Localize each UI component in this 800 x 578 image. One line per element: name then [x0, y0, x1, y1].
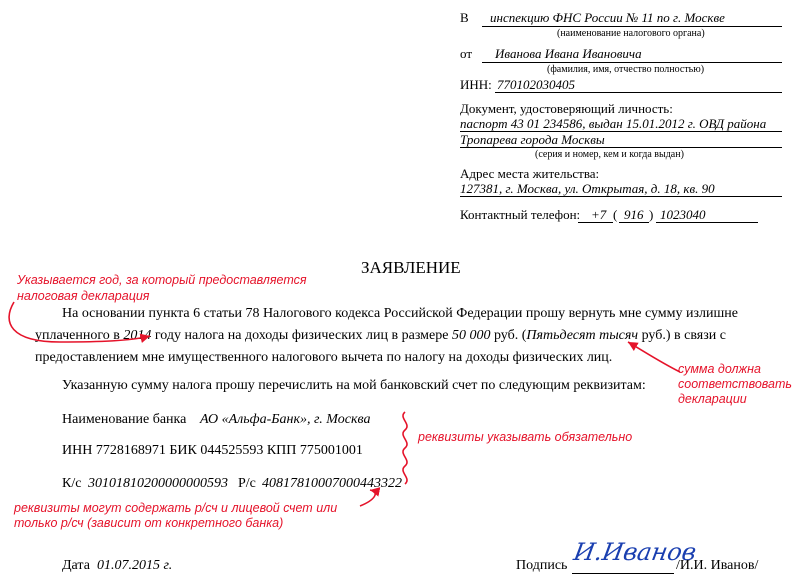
- signer-name: /И.И. Иванов/: [676, 558, 759, 573]
- sum-arrow: [628, 342, 680, 372]
- from-value: Иванова Ивана Ивановича: [495, 46, 642, 61]
- bank-label: Наименование банка: [62, 412, 187, 427]
- from-caption: (фамилия, имя, отчество полностью): [547, 64, 705, 75]
- doc-value-line2: Тропарева города Москвы: [460, 132, 605, 147]
- year-arrow: [9, 302, 150, 342]
- date-value: 01.07.2015 г.: [97, 558, 173, 573]
- bank-value: АО «Альфа-Банк», г. Москва: [200, 412, 371, 427]
- rs-value: 40817810007000443322: [262, 476, 402, 491]
- annotation-account-line2: только р/сч (зависит от конкретного банка): [14, 516, 284, 530]
- address-value: 127381, г. Москва, ул. Открытая, д. 18, кв. 90: [460, 181, 715, 196]
- inn-value: 770102030405: [497, 77, 575, 92]
- paragraph1-line3: предоставлением мне имущественного налогового вычета по налогу на доходы физических лиц.: [35, 350, 613, 365]
- date-label: Дата: [62, 558, 90, 573]
- phone-close-paren: ): [649, 207, 654, 222]
- to-label: В: [460, 10, 469, 25]
- ks-label: К/с: [62, 476, 82, 491]
- paragraph1-line2: уплаченного в 2014 году налога на доходы физических лиц в размере 50 000 руб. (Пятьдесят тысяч руб.) в связи с: [35, 328, 726, 343]
- annotation-requisites: реквизиты указывать обязательно: [418, 430, 633, 444]
- ks-value: 30101810200000000593: [88, 476, 228, 491]
- requisites-brace: [403, 412, 407, 484]
- phone-area: 916: [624, 207, 644, 222]
- bank-identifiers: ИНН 7728168971 БИК 044525593 КПП 775001001: [62, 443, 363, 458]
- doc-caption: (серия и номер, кем и когда выдан): [535, 149, 684, 160]
- inn-label: ИНН:: [460, 77, 492, 92]
- annotation-year-line2: налоговая декларация: [17, 289, 150, 303]
- doc-label: Документ, удостоверяющий личность:: [460, 101, 673, 116]
- document-title: ЗАЯВЛЕНИЕ: [361, 258, 461, 277]
- to-value: инспекцию ФНС России № 11 по г. Москве: [490, 10, 725, 25]
- to-caption: (наименование налогового органа): [557, 28, 705, 39]
- doc-value-line1: паспорт 43 01 234586, выдан 15.01.2012 г. ОВД района: [460, 116, 767, 131]
- paragraph1-line1: На основании пункта 6 статьи 78 Налогового кодекса Российской Федерации прошу вернуть мне сумму излишне: [62, 306, 738, 321]
- rs-label: Р/с: [238, 476, 256, 491]
- annotation-sum-line3: декларации: [678, 392, 747, 406]
- refund-amount-words: Пятьдесят тысяч: [526, 328, 639, 343]
- refund-year: 2014: [123, 328, 152, 343]
- annotation-year-line1: Указывается год, за который предоставляется: [17, 273, 307, 287]
- annotation-account-line1: реквизиты могут содержать р/сч и лицевой счет или: [14, 501, 338, 515]
- signature-label: Подпись: [516, 558, 568, 573]
- refund-amount: 50 000: [451, 328, 491, 343]
- from-label: от: [460, 46, 473, 61]
- annotation-sum-line1: сумма должна: [678, 362, 761, 376]
- account-arrow: [360, 490, 375, 506]
- phone-code: +7: [591, 207, 607, 222]
- phone-label: Контактный телефон:: [460, 207, 581, 222]
- handwritten-signature: И.Иванов: [571, 538, 699, 566]
- paragraph2: Указанную сумму налога прошу перечислить на мой банковский счет по следующим реквизитам:: [62, 378, 646, 393]
- phone-number: 1023040: [660, 207, 706, 222]
- annotation-sum-line2: соответствовать: [678, 377, 792, 391]
- phone-open-paren: (: [613, 207, 618, 222]
- address-label: Адрес места жительства:: [460, 166, 600, 181]
